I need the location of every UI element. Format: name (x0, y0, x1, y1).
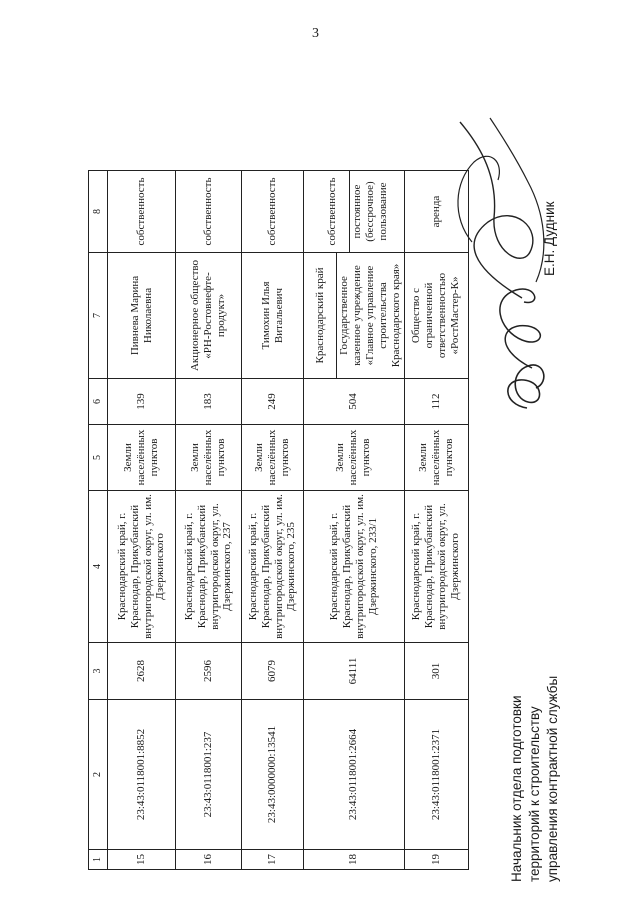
signatory-title-line: управления контрактной службы (545, 675, 560, 882)
plot-area: 2596 (176, 643, 242, 700)
cadastral-number: 23:43:0118001:2664 (304, 700, 405, 850)
plot-address: Краснодарский край, г. Краснодар, Прикубанский внутригородской округ, ул. Дзержинского (404, 491, 468, 643)
plot-address: Краснодарский край, г. Краснодар, Прикубанский внутригородской округ, ул. им. Дзержинского (108, 491, 176, 643)
cadastral-number: 23:43:0000000:13541 (242, 700, 304, 850)
header-cell: 2 (89, 700, 108, 850)
plot-address: Краснодарский край, г. Краснодар, Прикубанский внутригородской округ, ул. им. Дзержинского, 235 (242, 491, 304, 643)
header-cell: 3 (89, 643, 108, 700)
header-cell: 6 (89, 379, 108, 425)
column-6-value: 249 (242, 379, 304, 425)
right-type: собственность (242, 171, 304, 253)
right-type-a: собственность (326, 177, 339, 246)
header-cell: 1 (89, 850, 108, 870)
right-type: собственность (108, 171, 176, 253)
row-number: 17 (242, 850, 304, 870)
cadastral-number: 23:43:0118001:8852 (108, 700, 176, 850)
land-category: Земли населённых пунктов (176, 425, 242, 491)
plot-area: 64111 (304, 643, 405, 700)
table-header-row (89, 171, 108, 870)
signatory-title (508, 676, 562, 882)
right-holder: Общество с ограниченной ответственностью «РостМастер-К» (404, 253, 468, 379)
right-holder: Пивнева Марина Николаевна (108, 253, 176, 379)
right-type-split (304, 171, 405, 253)
land-category: Земли населённых пунктов (304, 425, 405, 491)
column-6-value: 183 (176, 379, 242, 425)
row-number: 16 (176, 850, 242, 870)
column-6-value: 504 (304, 379, 405, 425)
row-number: 18 (304, 850, 405, 870)
right-holder: Акционерное общество «РН-Ростовнефте-продукт» (176, 253, 242, 379)
header-cell: 5 (89, 425, 108, 491)
cadastral-number: 23:43:0118001:2371 (404, 700, 468, 850)
right-holder-b: Государственное казенное учреждение «Главное управление строительства Краснодарского края» (336, 253, 404, 378)
column-6-value: 139 (108, 379, 176, 425)
plot-area: 301 (404, 643, 468, 700)
plot-area: 6079 (242, 643, 304, 700)
plot-address: Краснодарский край, г. Краснодар, Прикубанский внутригородской округ, ул. Дзержинского, 237 (176, 491, 242, 643)
page-number: 3 (312, 26, 319, 41)
plot-area: 2628 (108, 643, 176, 700)
land-plots-table (88, 170, 469, 870)
right-holder-a: Краснодарский край (313, 267, 326, 364)
cadastral-number: 23:43:0118001:237 (176, 700, 242, 850)
right-holder: Тимохин Илья Витальевич (242, 253, 304, 379)
row-number: 19 (404, 850, 468, 870)
land-category: Земли населённых пунктов (404, 425, 468, 491)
land-category: Земли населённых пунктов (242, 425, 304, 491)
plot-address: Краснодарский край, г. Краснодар, Прикубанский внутригородской округ, ул. им. Дзержинского, 233/1 (304, 491, 405, 643)
table-row (108, 171, 176, 870)
signatory-name: Е.Н. Дудник (542, 201, 557, 276)
table-row (176, 171, 242, 870)
column-6-value: 112 (404, 379, 468, 425)
land-category: Земли населённых пунктов (108, 425, 176, 491)
signatory-title-line: территорий к строительству (527, 706, 542, 882)
row-number: 15 (108, 850, 176, 870)
header-cell: 4 (89, 491, 108, 643)
table-row (304, 171, 405, 870)
right-holder-split (304, 253, 405, 379)
header-cell: 7 (89, 253, 108, 379)
table-row (242, 171, 304, 870)
signatory-title-line: Начальник отдела подготовки (509, 695, 524, 882)
right-type: аренда (404, 171, 468, 253)
header-cell: 8 (89, 171, 108, 253)
right-type-b: постоянное (бессрочное) пользование (349, 171, 391, 252)
rotated-content (0, 68, 630, 888)
right-type: собственность (176, 171, 242, 253)
